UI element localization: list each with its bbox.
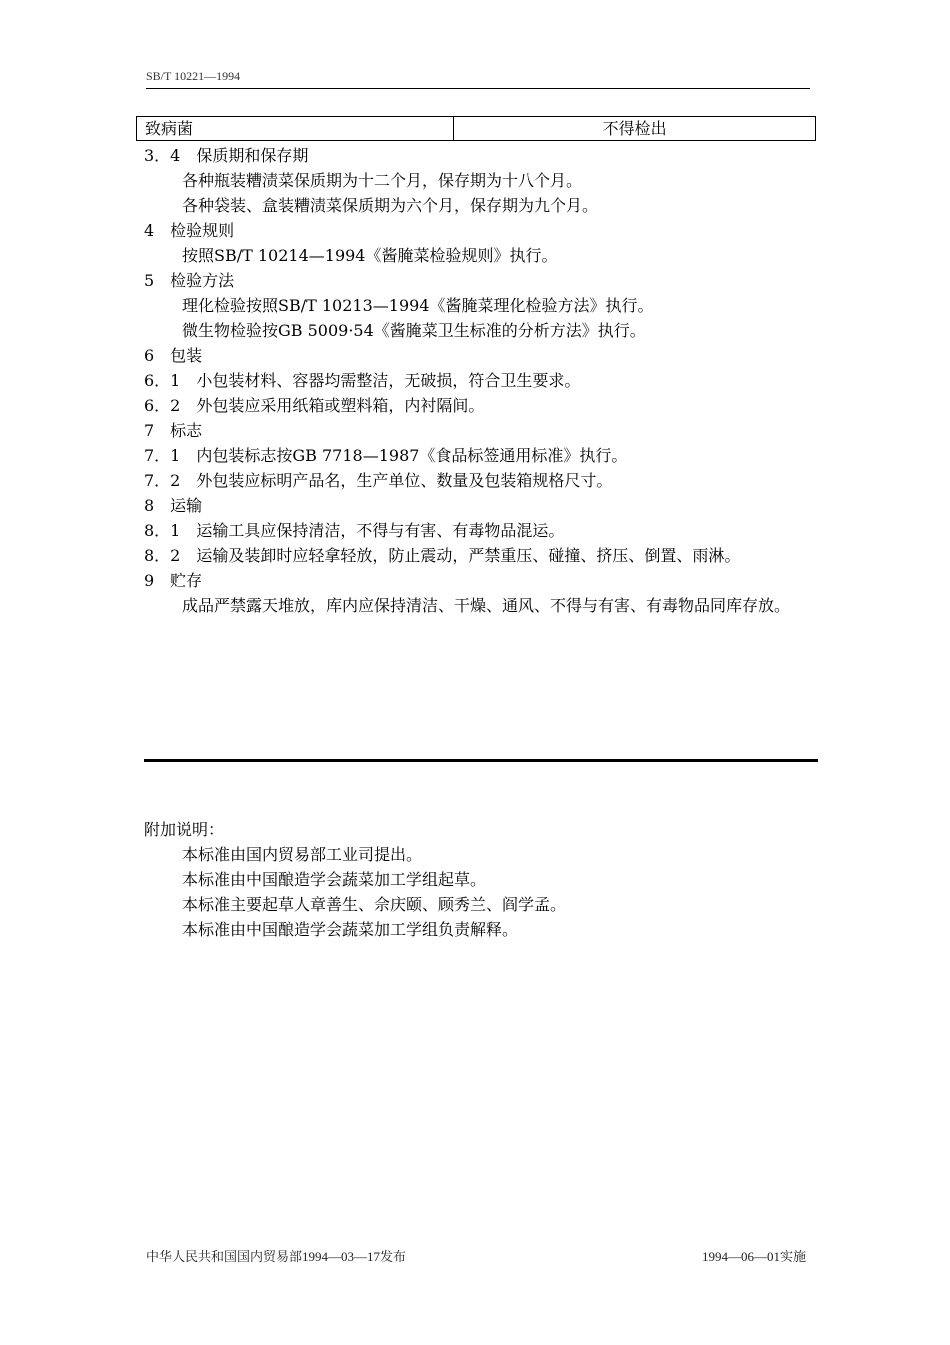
- section-heading-6: 6 包装: [144, 346, 203, 365]
- note-line: 本标准由中国酿造学会蔬菜加工学组起草。: [182, 870, 487, 889]
- clause-8-2: 8．2 运输及装卸时应轻拿轻放，防止震动，严禁重压、碰撞、挤压、倒置、雨淋。: [144, 546, 741, 565]
- requirements-table: [136, 116, 816, 141]
- additional-notes: [144, 817, 816, 942]
- clause-6-1: 6．1 小包装材料、容器均需整洁，无破损，符合卫生要求。: [144, 371, 581, 390]
- standard-code: SB/T 10221—1994: [146, 69, 241, 83]
- paragraph: 按照SB/T 10214—1994《酱腌菜检验规则》执行。: [182, 246, 558, 265]
- issue-date: 中华人民共和国国内贸易部1994—03—17发布: [146, 1249, 407, 1264]
- section-divider: [144, 759, 818, 762]
- clause-8-1: 8．1 运输工具应保持清洁，不得与有害、有毒物品混运。: [144, 521, 565, 540]
- header-divider: [146, 88, 810, 89]
- effective-date: 1994—06—01实施: [701, 1249, 806, 1264]
- clause-7-1: 7．1 内包装标志按GB 7718—1987《食品标签通用标准》执行。: [144, 446, 628, 465]
- notes-title: 附加说明：: [144, 820, 225, 839]
- table-row: [137, 117, 816, 141]
- note-line: 本标准由中国酿造学会蔬菜加工学组负责解释。: [182, 920, 519, 939]
- clause-7-2: 7．2 外包装应标明产品名，生产单位、数量及包装箱规格尺寸。: [144, 471, 613, 490]
- table-cell-item: 致病菌: [137, 117, 454, 141]
- paragraph: 各种瓶装糟渍菜保质期为十二个月，保存期为十八个月。: [182, 171, 583, 190]
- table-cell-value: 不得检出: [454, 117, 816, 141]
- paragraph: 成品严禁露天堆放，库内应保持清洁、干燥、通风、不得与有害、有毒物品同库存放。: [182, 596, 791, 615]
- note-line: 本标准由国内贸易部工业司提出。: [182, 845, 423, 864]
- section-heading-5: 5 检验方法: [144, 271, 235, 290]
- paragraph: 微生物检验按GB 5009·54《酱腌菜卫生标准的分析方法》执行。: [182, 321, 646, 340]
- paragraph: 各种袋装、盒装糟渍菜保质期为六个月，保存期为九个月。: [182, 196, 599, 215]
- section-heading-4: 4 检验规则: [144, 221, 235, 240]
- paragraph: 理化检验按照SB/T 10213—1994《酱腌菜理化检验方法》执行。: [182, 296, 654, 315]
- section-heading-8: 8 运输: [144, 496, 203, 515]
- note-line: 本标准主要起草人章善生、佘庆颐、顾秀兰、阎学孟。: [182, 895, 567, 914]
- clause-6-2: 6．2 外包装应采用纸箱或塑料箱，内衬隔间。: [144, 396, 485, 415]
- section-heading-7: 7 标志: [144, 421, 203, 440]
- section-heading-9: 9 贮存: [144, 571, 203, 590]
- document-body: [144, 143, 816, 618]
- section-heading-3-4: 3．4 保质期和保存期: [144, 146, 309, 165]
